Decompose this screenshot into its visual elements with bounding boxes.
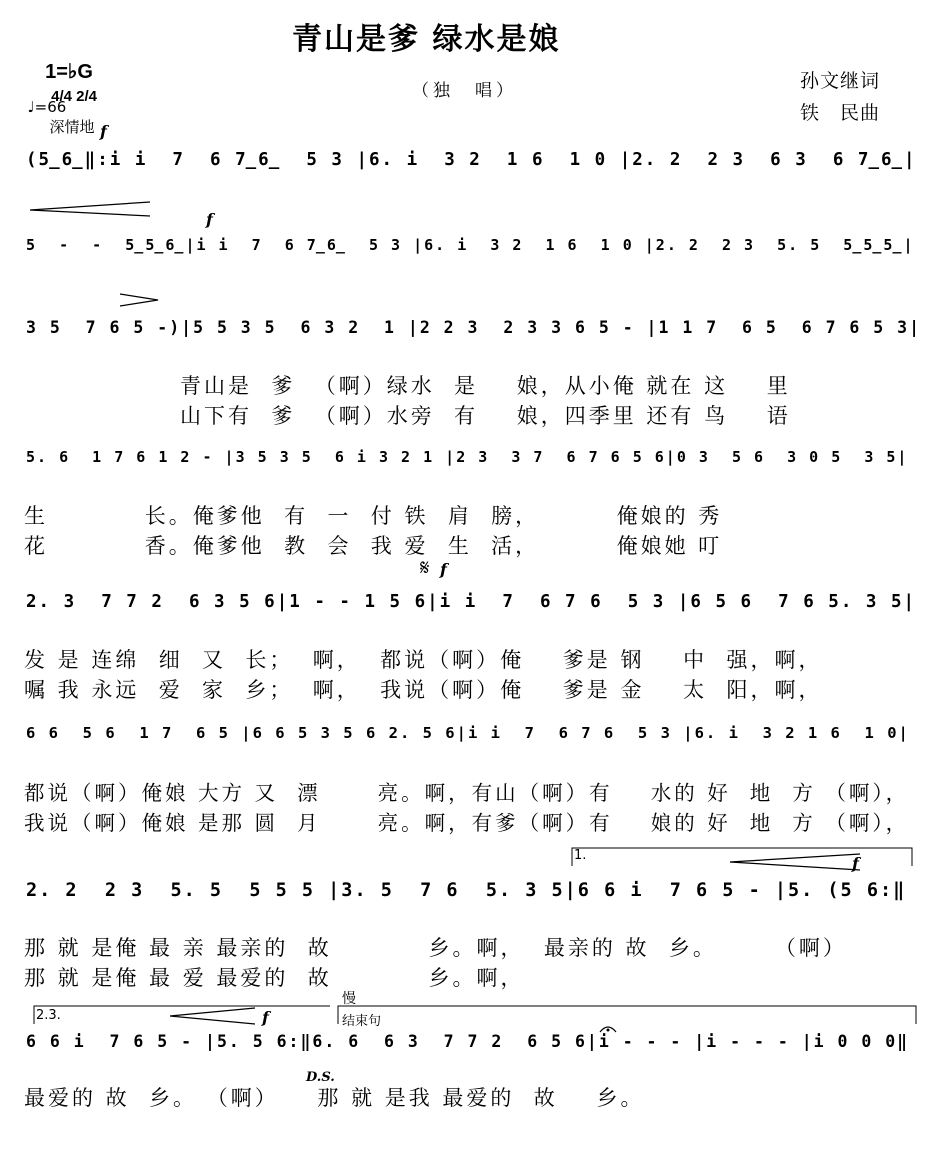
volta-23-label: 2.3. — [36, 1008, 61, 1023]
crescendo-hairpin-1 — [30, 202, 150, 216]
tempo-text: ♩=66 — [27, 98, 67, 116]
performance-mode: （独 唱） — [412, 81, 517, 101]
notation-row: 6 6 i 7 6 5 - |5. 5 6:‖6. 6 6 3 7 7 2 6 5 6|i - - - |i - - - |i 0 0 0‖ — [26, 1032, 910, 1051]
key-text: 1=♭G — [45, 61, 93, 83]
composer-credit: 铁 民曲 — [800, 102, 881, 124]
lyric-line-verse-1: 最爱的 故 乡。 （啊） 那 就 是我 最爱的 故 乡。 — [24, 1086, 645, 1110]
notation-row: 3 5 7 6 5 -)|5 5 3 5 6 3 2 1 |2 2 3 2 3 3 6 5 - |1 1 7 6 5 6 7 6 5 3| — [26, 318, 922, 337]
segno-sign: 𝄋 — [420, 556, 430, 581]
forte-mark-2: f — [206, 210, 213, 229]
notation-row: 2. 2 2 3 5. 5 5 5 5 |3. 5 7 6 5. 3 5|6 6 i 7 6 5 - |5. (5 6:‖ — [26, 880, 907, 901]
lyric-line-verse-2: 那 就 是俺 最 爱 最爱的 故 乡。啊， — [24, 966, 525, 990]
ending-bracket — [338, 1006, 916, 1024]
forte-mark-5: f — [262, 1008, 269, 1027]
lyric-line-verse-1: 生 长。俺爹他 有 一 付 铁 肩 膀， 俺娘的 秀 — [24, 504, 723, 528]
notation-row: (5̲6̲‖:i i 7 6 7̲6̲ 5 3 |6. i 3 2 1 6 1 0 |2. 2 2 3 6 3 6 7̲6̲| — [26, 150, 917, 170]
forte-mark-3: f — [440, 560, 447, 579]
expression-text: 深情地 — [49, 118, 95, 136]
song-title: 青山是爹 绿水是娘 — [292, 22, 561, 57]
lyric-line-verse-1: 青山是 爹 （啊）绿水 是 娘，从小俺 就在 这 里 — [180, 374, 791, 398]
lyric-line-verse-1: 那 就 是俺 最 亲 最亲的 故 乡。啊， 最亲的 故 乡。 （啊） — [24, 936, 847, 960]
crescendo-hairpin-2 — [730, 854, 860, 870]
volta-1-label: 1. — [574, 848, 587, 863]
lyric-line-verse-2: 山下有 爹 （啊）水旁 有 娘，四季里 还有 鸟 语 — [180, 404, 791, 428]
lyric-line-verse-2: 嘱 我 永远 爱 家 乡； 啊， 我说（啊）俺 爹是 金 太 阳，啊， — [24, 678, 823, 702]
slow-mark: 慢 — [342, 991, 356, 1007]
notation-row: 6 6 5 6 1 7 6 5 |6 6 5 3 5 6 2. 5 6|i i 7 6 7 6 5 3 |6. i 3 2 1 6 1 0| — [26, 724, 910, 742]
notation-row: 5 - - 5̲5̲6̲|i i 7 6 7̲6̲ 5 3 |6. i 3 2 1 6 1 0 |2. 2 2 3 5. 5 5̲5̲5̲| — [26, 236, 915, 254]
decrescendo-hairpin-1 — [120, 294, 158, 306]
lyric-line-verse-2: 我说（啊）俺娘 是那 圆 月 亮。啊，有爹（啊）有 娘的 好 地 方 （啊）， — [24, 811, 910, 835]
forte-mark-4: f — [852, 854, 859, 873]
meter-text: 4/4 2/4 — [51, 88, 97, 105]
crescendo-hairpin-3 — [170, 1008, 255, 1024]
lyric-line-verse-1: 发 是 连绵 细 又 长； 啊， 都说（啊）俺 爹是 钢 中 强，啊， — [24, 648, 823, 672]
notation-row: 5. 6 1 7 6 1 2 - |3 5 3 5 6 i 3 2 1 |2 3 3 7 6 7 6 5 6|0 3 5 6 3 0 5 3 5| — [26, 448, 909, 466]
ending-phrase-label: 结束句 — [342, 1014, 382, 1029]
notation-row: 2. 3 7 7 2 6 3 5 6|1 - - 1 5 6|i i 7 6 7 6 5 3 |6 5 6 7 6 5. 3 5| — [26, 592, 917, 612]
ds-mark: D.S. — [306, 1070, 335, 1085]
lyric-line-verse-1: 都说（啊）俺娘 大方 又 漂 亮。啊，有山（啊）有 水的 好 地 方 （啊）， — [24, 781, 910, 805]
fermata-dot — [607, 1029, 610, 1032]
lyric-line-verse-2: 花 香。俺爹他 教 会 我 爱 生 活， 俺娘她 叮 — [24, 534, 723, 558]
lyricist-credit: 孙文继词 — [800, 70, 881, 92]
forte-mark-1: f — [100, 122, 107, 141]
